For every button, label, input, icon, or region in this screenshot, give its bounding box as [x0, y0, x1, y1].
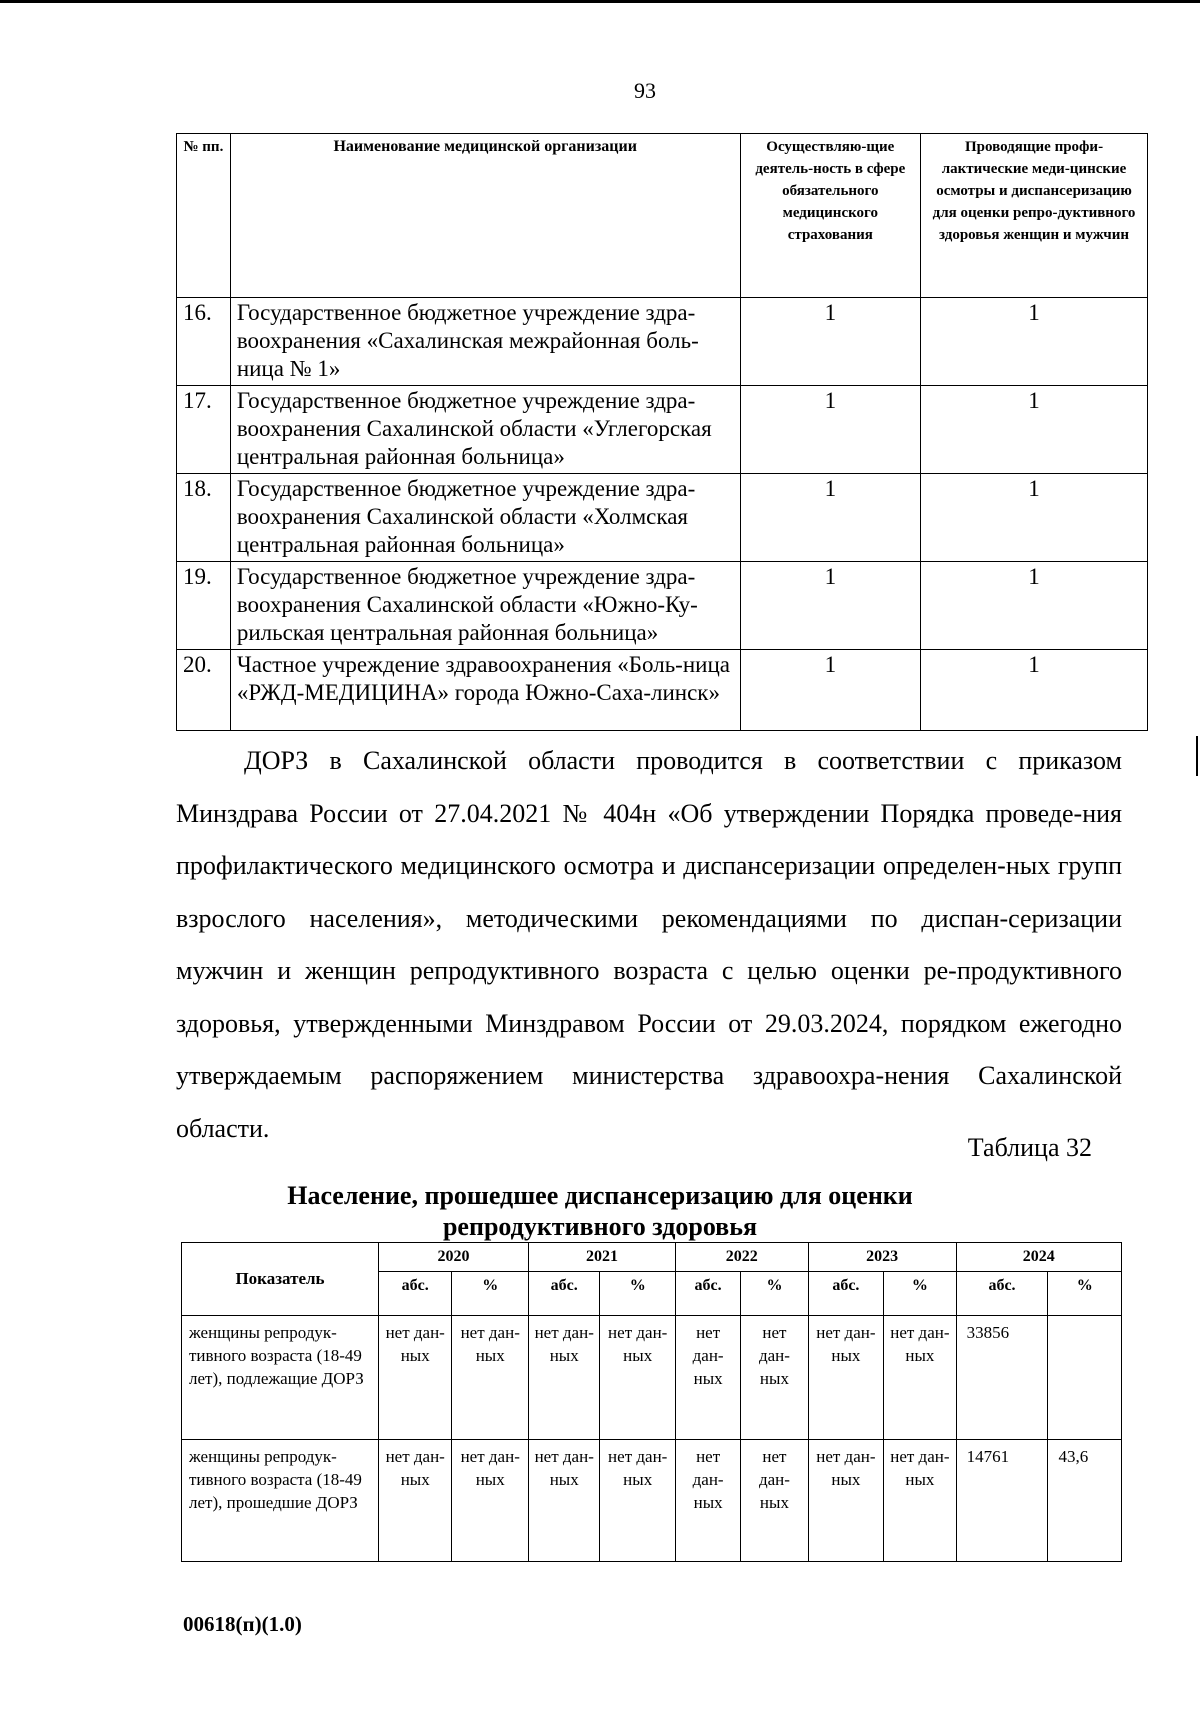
header-preventive-exams: Проводящие профи-лактические меди-цинские осмотры и диспансеризацию для оценки репро-дуктивного здоровья женщин и мужчин: [921, 134, 1148, 298]
table-title: Население, прошедшее диспансеризацию для оценки репродуктивного здоровья: [287, 1181, 913, 1241]
header-indicator: Показатель: [182, 1243, 379, 1316]
no-data-cell: нет дан-ных: [741, 1440, 808, 1562]
no-data-cell: нет дан-ных: [600, 1440, 676, 1562]
row-number: 18.: [177, 474, 231, 562]
header-year: 2023: [808, 1243, 956, 1272]
table-row: [177, 386, 1148, 474]
preventive-value: 1: [921, 298, 1148, 386]
organization-name: Государственное бюджетное учреждение здра-воохранения «Сахалинская межрайонная боль-ница № 1»: [230, 298, 740, 386]
table-label: Таблица 32: [967, 1133, 1092, 1162]
no-data-cell: нет дан-ных: [675, 1316, 740, 1440]
header-abs: абс.: [378, 1272, 451, 1316]
header-pct: %: [1048, 1272, 1122, 1316]
row-number: 16.: [177, 298, 231, 386]
no-data-cell: нет дан-ных: [529, 1440, 600, 1562]
no-data-cell: нет дан-ных: [741, 1316, 808, 1440]
header-pct: %: [600, 1272, 676, 1316]
header-abs: абс.: [529, 1272, 600, 1316]
preventive-value: 1: [921, 562, 1148, 650]
no-data-cell: нет дан-ных: [378, 1440, 451, 1562]
header-abs: абс.: [808, 1272, 884, 1316]
organization-name: Государственное бюджетное учреждение здра-воохранения Сахалинской области «Холмская центральная районная больница»: [230, 474, 740, 562]
no-data-cell: нет дан-ных: [378, 1316, 451, 1440]
header-pct: %: [884, 1272, 956, 1316]
no-data-cell: нет дан-ных: [600, 1316, 676, 1440]
document-code: 00618(п)(1.0): [183, 1612, 302, 1636]
row-number: 19.: [177, 562, 231, 650]
oms-value: 1: [740, 298, 920, 386]
reproductive-health-table: [181, 1242, 1122, 1562]
header-number: № пп.: [177, 134, 231, 298]
abs-2024-value: 14761: [956, 1440, 1048, 1562]
no-data-cell: нет дан-ных: [808, 1316, 884, 1440]
header-year: 2022: [675, 1243, 808, 1272]
oms-value: 1: [740, 650, 920, 731]
no-data-cell: нет дан-ных: [675, 1440, 740, 1562]
oms-value: 1: [740, 474, 920, 562]
oms-value: 1: [740, 562, 920, 650]
table-row: [177, 562, 1148, 650]
row-number: 20.: [177, 650, 231, 731]
organization-name: Государственное бюджетное учреждение здра-воохранения Сахалинской области «Южно-Ку-рильская центральная районная больница»: [230, 562, 740, 650]
table-row: [177, 650, 1148, 731]
no-data-cell: нет дан-ных: [452, 1316, 529, 1440]
header-year: 2024: [956, 1243, 1121, 1272]
no-data-cell: нет дан-ных: [529, 1316, 600, 1440]
preventive-value: 1: [921, 650, 1148, 731]
indicator-label: женщины репродук-тивного возраста (18-49 лет), подлежащие ДОРЗ: [182, 1316, 379, 1440]
row-number: 17.: [177, 386, 231, 474]
header-pct: %: [741, 1272, 808, 1316]
header-abs: абс.: [956, 1272, 1048, 1316]
pct-2024-value: 43,6: [1048, 1440, 1122, 1562]
header-organization-name: Наименование медицинской организации: [230, 134, 740, 298]
organization-name: Частное учреждение здравоохранения «Боль-ница «РЖД-МЕДИЦИНА» города Южно-Саха-линск»: [230, 650, 740, 731]
no-data-cell: нет дан-ных: [452, 1440, 529, 1562]
scan-margin-mark: [1196, 736, 1198, 776]
top-border-line: [0, 0, 1200, 3]
header-pct: %: [452, 1272, 529, 1316]
body-paragraph: ДОРЗ в Сахалинской области проводится в соответствии с приказом Минздрава России от 27.04.2021 № 404н «Об утверждении Порядка проведе-ния профилактического медицинского осмотра и диспансеризации определен-ных групп взрослого населения», методическими рекомендациями по диспан-серизации мужчин и женщин репродуктивного возраста с целью оценки ре-продуктивного здоровья, утвержденными Минздравом России от 29.03.2024, порядком ежегодно утверждаемым распоряжением министерства здравоохра-нения Сахалинской области.: [176, 746, 1122, 1143]
table-row: [177, 298, 1148, 386]
organization-name: Государственное бюджетное учреждение здра-воохранения Сахалинской области «Углегорская центральная районная больница»: [230, 386, 740, 474]
no-data-cell: нет дан-ных: [884, 1316, 956, 1440]
table-row: [182, 1440, 1122, 1562]
pct-2024-value: [1048, 1316, 1122, 1440]
page-number: 93: [634, 78, 656, 103]
header-oms-activity: Осуществляю-щие деятель-ность в сфере обязательного медицинского страхования: [740, 134, 920, 298]
header-abs: абс.: [675, 1272, 740, 1316]
preventive-value: 1: [921, 386, 1148, 474]
header-year: 2021: [529, 1243, 676, 1272]
no-data-cell: нет дан-ных: [884, 1440, 956, 1562]
table-row: [177, 474, 1148, 562]
preventive-value: 1: [921, 474, 1148, 562]
abs-2024-value: 33856: [956, 1316, 1048, 1440]
no-data-cell: нет дан-ных: [808, 1440, 884, 1562]
medical-organizations-table: [176, 133, 1148, 731]
header-year: 2020: [378, 1243, 528, 1272]
table-row: [182, 1316, 1122, 1440]
oms-value: 1: [740, 386, 920, 474]
indicator-label: женщины репродук-тивного возраста (18-49 лет), прошедшие ДОРЗ: [182, 1440, 379, 1562]
